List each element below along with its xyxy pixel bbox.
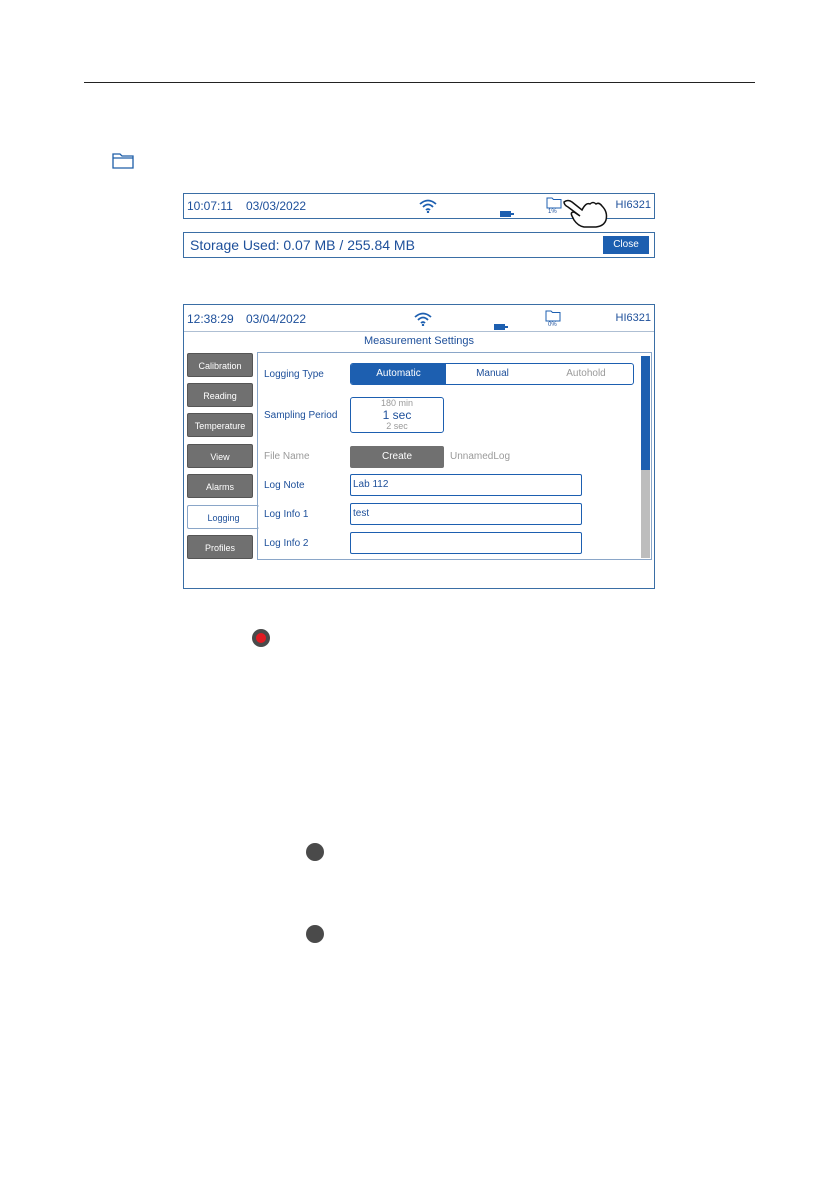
logging-option-autohold[interactable]: Autohold <box>566 368 606 379</box>
tab-view[interactable]: View <box>187 444 253 468</box>
storage-percent: 0% <box>548 322 557 328</box>
pointing-hand-icon <box>562 196 610 233</box>
log-info1-input[interactable]: test <box>350 503 582 525</box>
sampling-next-value: 2 sec <box>386 421 408 431</box>
storage-info-bar <box>183 232 655 258</box>
model-name: HI6321 <box>615 199 651 211</box>
tab-profiles[interactable]: Profiles <box>187 535 253 559</box>
tab-reading[interactable]: Reading <box>187 383 253 407</box>
tab-logging[interactable]: Logging <box>187 505 259 529</box>
header-rule <box>84 82 755 83</box>
status-time: 10:07:11 <box>187 199 233 213</box>
file-name-value: UnnamedLog <box>450 451 511 462</box>
tab-alarms[interactable]: Alarms <box>187 474 253 498</box>
model-name: HI6321 <box>615 312 651 324</box>
logging-settings-panel <box>257 352 652 560</box>
log-note-input[interactable]: Lab 112 <box>350 474 582 496</box>
record-key-icon <box>252 629 270 647</box>
folder-icon <box>112 151 134 174</box>
logging-type-selector <box>350 363 634 385</box>
tab-calibration[interactable]: Calibration <box>187 353 253 377</box>
key-icon <box>306 925 324 943</box>
scrollbar-thumb[interactable] <box>641 356 650 470</box>
sampling-prev-value: 180 min <box>380 398 414 408</box>
storage-percent: 1% <box>548 209 557 215</box>
status-date: 03/04/2022 <box>246 312 307 326</box>
status-bar <box>184 305 654 332</box>
page-title: Measurement Settings <box>363 335 475 347</box>
log-info1-label: Log Info 1 <box>264 509 309 520</box>
storage-used-text: Storage Used: 0.07 MB / 255.84 MB <box>190 237 415 253</box>
sampling-period-label: Sampling Period <box>264 410 338 421</box>
battery-icon <box>494 317 508 335</box>
file-name-label: File Name <box>264 451 310 462</box>
tab-temperature[interactable]: Temperature <box>187 413 253 437</box>
close-button[interactable]: Close <box>603 236 649 254</box>
logging-option-automatic[interactable]: Automatic <box>351 364 446 384</box>
sampling-period-spinner[interactable] <box>350 397 444 433</box>
wifi-icon <box>414 312 432 331</box>
logging-type-label: Logging Type <box>264 369 324 380</box>
key-icon <box>306 843 324 861</box>
log-note-label: Log Note <box>264 480 305 491</box>
measurement-settings-screen <box>183 304 655 589</box>
status-time: 12:38:29 <box>187 312 234 326</box>
logging-option-manual[interactable]: Manual <box>476 368 509 379</box>
battery-icon <box>500 204 514 222</box>
log-info2-input[interactable] <box>350 532 582 554</box>
log-info2-label: Log Info 2 <box>264 538 309 549</box>
sampling-current-value: 1 sec <box>382 408 412 422</box>
create-button[interactable]: Create <box>350 446 444 468</box>
wifi-icon <box>419 199 437 218</box>
status-date: 03/03/2022 <box>246 199 307 213</box>
